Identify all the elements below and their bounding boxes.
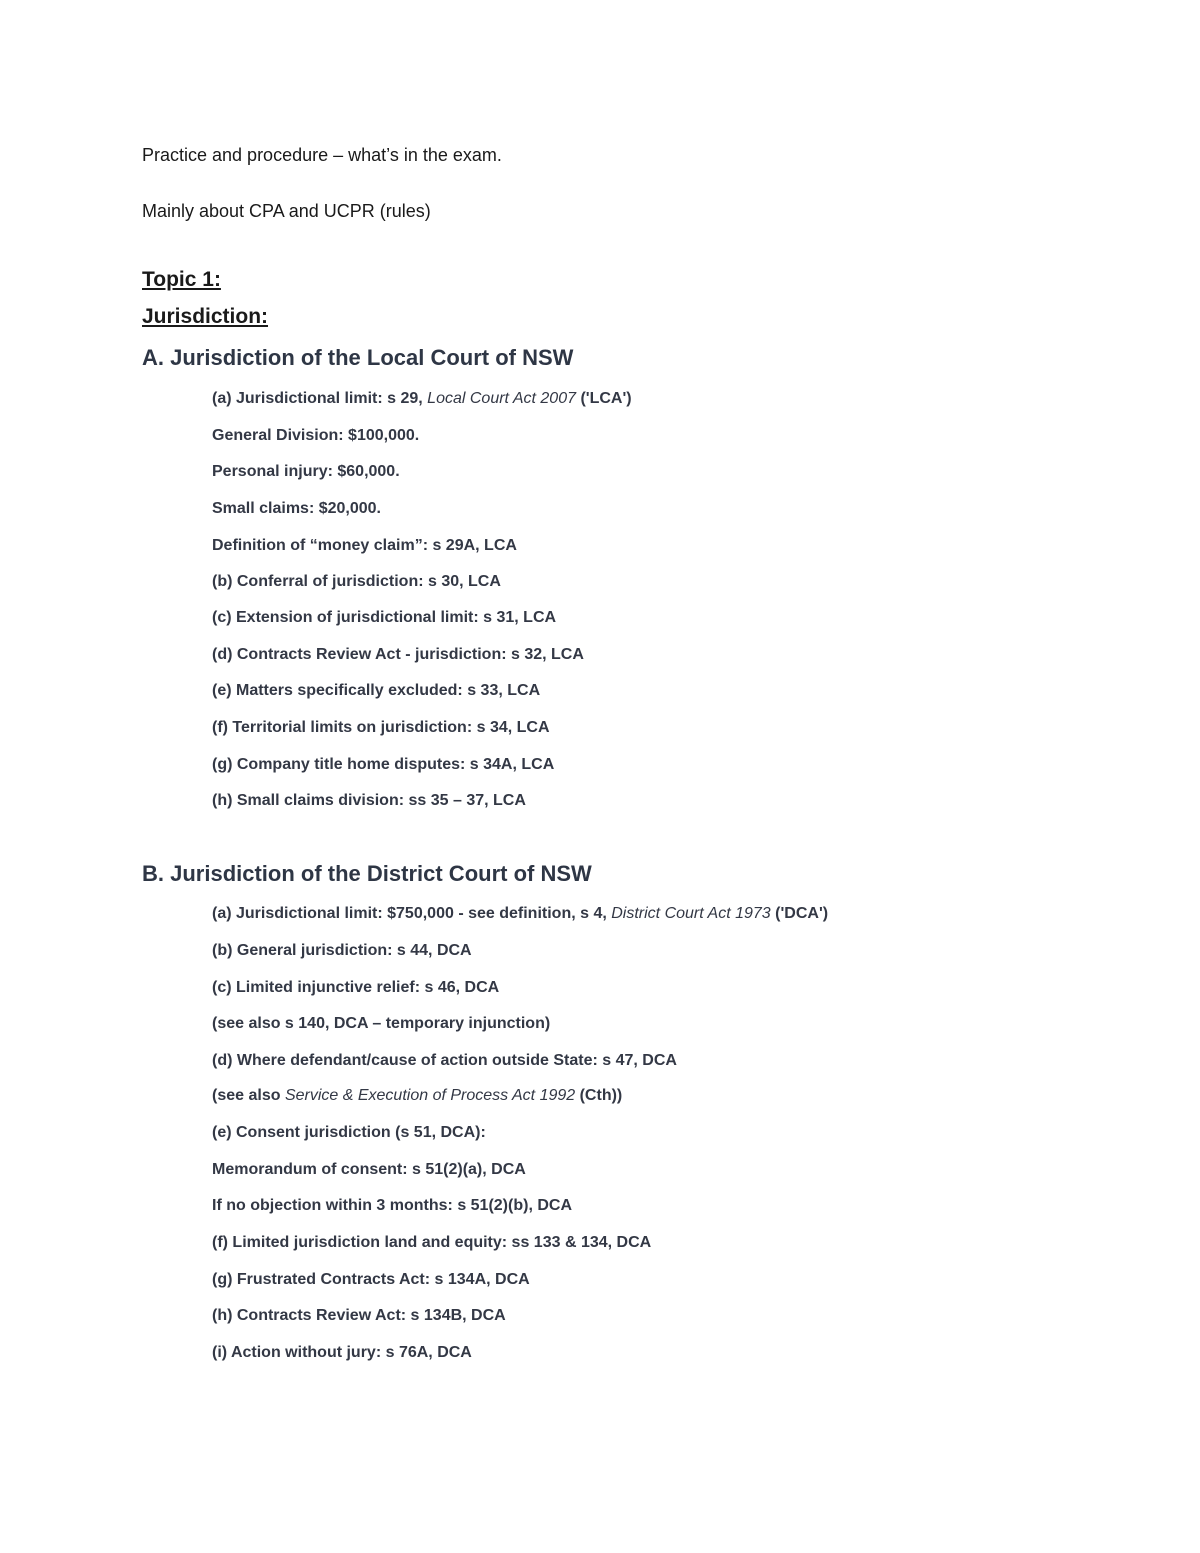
topic-label: Topic 1:: [142, 268, 221, 291]
item-text: (see also: [212, 1087, 285, 1104]
intro-line: Practice and procedure – what’s in the exam.: [142, 145, 502, 165]
topic-subject: Jurisdiction:: [142, 305, 269, 328]
list-item: If no objection within 3 months: s 51(2)(b), DCA: [212, 1197, 572, 1214]
list-item: Small claims: $20,000.: [212, 500, 381, 517]
item-text: ('LCA'): [576, 390, 632, 407]
list-item: [212, 390, 632, 408]
list-item: Memorandum of consent: s 51(2)(a), DCA: [212, 1161, 526, 1178]
list-item: (g) Frustrated Contracts Act: s 134A, DCA: [212, 1271, 530, 1288]
item-text: (Cth)): [575, 1087, 623, 1104]
list-item: (i) Action without jury: s 76A, DCA: [212, 1344, 472, 1361]
list-item: (f) Limited jurisdiction land and equity: ss 133 & 134, DCA: [212, 1234, 652, 1251]
list-item: Personal injury: $60,000.: [212, 463, 400, 480]
list-item: (e) Consent jurisdiction (s 51, DCA):: [212, 1124, 486, 1141]
list-item: [212, 905, 828, 923]
act-title: Local Court Act 2007: [427, 390, 576, 407]
item-text: (a) Jurisdictional limit: $750,000 - see definition, s 4,: [212, 905, 612, 922]
list-item: (h) Small claims division: ss 35 – 37, LCA: [212, 792, 526, 809]
item-text: ('DCA'): [770, 905, 829, 922]
list-item: (d) Where defendant/cause of action outside State: s 47, DCA: [212, 1052, 677, 1069]
item-text: (a) Jurisdictional limit: s 29,: [212, 390, 428, 407]
list-item: (c) Extension of jurisdictional limit: s 31, LCA: [212, 609, 557, 626]
list-item: (b) General jurisdiction: s 44, DCA: [212, 942, 472, 959]
list-item: (d) Contracts Review Act - jurisdiction: s 32, LCA: [212, 646, 584, 663]
section-heading: A. Jurisdiction of the Local Court of NSW: [142, 345, 574, 370]
intro-line: Mainly about CPA and UCPR (rules): [142, 201, 431, 221]
list-item: (g) Company title home disputes: s 34A, LCA: [212, 756, 555, 773]
list-item: Definition of “money claim”: s 29A, LCA: [212, 537, 517, 554]
list-item: (h) Contracts Review Act: s 134B, DCA: [212, 1307, 506, 1324]
list-item: (c) Limited injunctive relief: s 46, DCA: [212, 979, 500, 996]
section-heading: B. Jurisdiction of the District Court of NSW: [142, 861, 592, 886]
list-item: (e) Matters specifically excluded: s 33, LCA: [212, 682, 541, 699]
list-item: [212, 1087, 622, 1105]
list-item: (f) Territorial limits on jurisdiction: s 34, LCA: [212, 719, 550, 736]
act-title: Service & Execution of Process Act 1992: [284, 1087, 576, 1104]
list-item: General Division: $100,000.: [212, 427, 420, 444]
act-title: District Court Act 1973: [611, 905, 771, 922]
list-item: (b) Conferral of jurisdiction: s 30, LCA: [212, 573, 501, 590]
list-item: (see also s 140, DCA – temporary injunction): [212, 1015, 551, 1032]
